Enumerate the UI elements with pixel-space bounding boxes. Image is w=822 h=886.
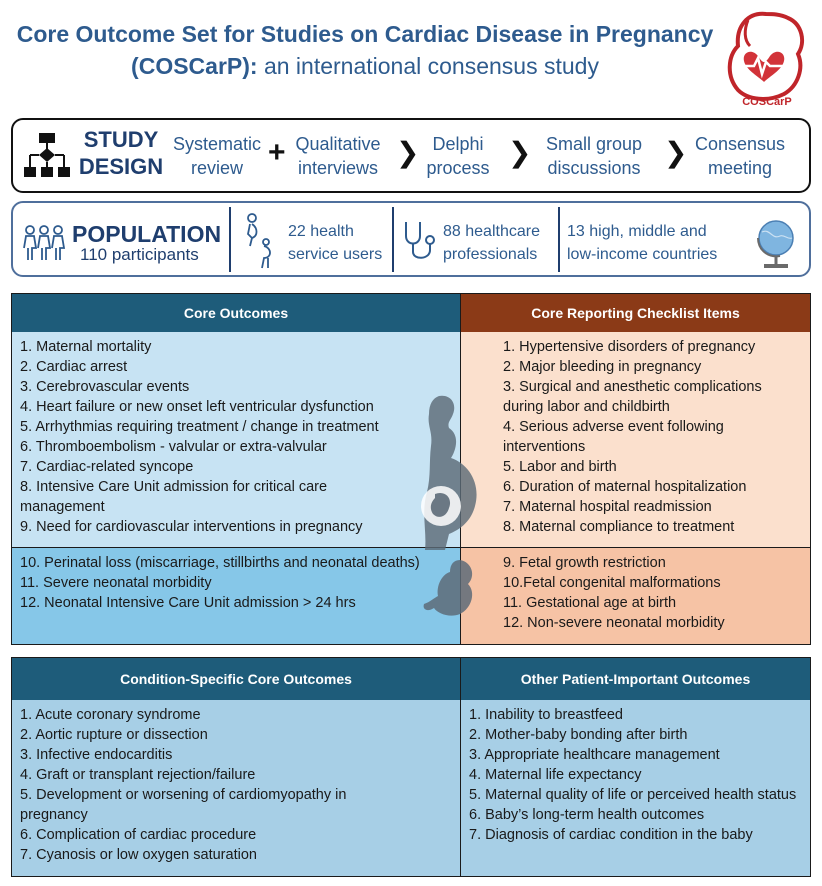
step-systematic-review: Systematic review (172, 134, 262, 178)
flowchart-icon (24, 131, 70, 179)
list-item: 5. Labor and birth (503, 459, 617, 475)
list-item: 10.Fetal congenital malformations (503, 575, 721, 591)
divider (558, 207, 560, 272)
globe-icon (754, 218, 798, 270)
step-small-group-discussions: Small group discussions (545, 134, 643, 178)
list-item: 1. Acute coronary syndrome (20, 707, 201, 723)
population-countries: 13 high, middle and low-income countries (567, 223, 718, 263)
list-item: 7. Diagnosis of cardiac condition in the baby (469, 827, 753, 843)
chevron-right-icon: ❯ (508, 137, 532, 168)
divider (229, 207, 231, 272)
list-item: 8. Maternal compliance to treatment (503, 519, 735, 535)
list-item: 1. Hypertensive disorders of pregnancy (503, 339, 756, 355)
pregnant-silhouette-icon (405, 392, 485, 550)
chevron-right-icon: ❯ (396, 137, 420, 168)
list-item: 6. Duration of maternal hospitalization (503, 479, 747, 495)
list-item: 6. Baby’s long-term health outcomes (469, 807, 705, 823)
population-title: POPULATION (72, 221, 222, 247)
core-outcomes-header: Core Outcomes (12, 294, 460, 332)
list-item: 2. Cardiac arrest (20, 359, 128, 375)
population-service-users: 22 health service users (288, 223, 383, 263)
step-delphi-process: Delphi process (426, 134, 490, 178)
list-item: 4. Heart failure or new onset left ventricular dysfunction (20, 399, 374, 415)
list-item: 5. Development or worsening of cardiomyopathy in pregnancy (20, 787, 347, 823)
list-item: 4. Graft or transplant rejection/failure (20, 767, 256, 783)
maternal-checklist-cell (461, 332, 810, 547)
chevron-right-icon: ❯ (664, 137, 688, 168)
list-item: 4. Maternal life expectancy (469, 767, 642, 783)
list-item: 2. Mother-baby bonding after birth (469, 727, 688, 743)
population-count: 110 participants (80, 245, 199, 264)
list-item: 12. Neonatal Intensive Care Unit admission > 24 hrs (20, 595, 356, 611)
list-item: 6. Complication of cardiac procedure (20, 827, 257, 843)
title-subtitle: an international consensus study (257, 53, 599, 79)
patient-important-cell (461, 700, 810, 876)
maternal-outcomes-cell (12, 332, 460, 547)
step-consensus-meeting: Consensus meeting (694, 134, 786, 178)
list-item: 1. Inability to breastfeed (469, 707, 623, 723)
page-title (10, 18, 720, 82)
divider (460, 658, 461, 876)
list-item: 8. Intensive Care Unit admission for critical care management (20, 479, 328, 515)
people-group-icon (20, 224, 68, 262)
stethoscope-icon (400, 220, 438, 264)
list-item: 9. Fetal growth restriction (503, 555, 666, 571)
checklist-header: Core Reporting Checklist Items (461, 294, 810, 332)
list-item: 6. Thromboembolism - valvular or extra-valvular (20, 439, 327, 455)
list-item: 4. Serious adverse event following interventions (503, 419, 724, 455)
plus-separator: + (268, 136, 286, 169)
list-item: 12. Non-severe neonatal morbidity (503, 615, 725, 631)
study-design-label: STUDY DESIGN (78, 127, 164, 179)
pregnant-woman-icon (238, 212, 278, 270)
condition-specific-cell (12, 700, 460, 876)
population-professionals: 88 healthcare professionals (443, 223, 540, 263)
list-item: 10. Perinatal loss (miscarriage, stillbirths and neonatal deaths) (20, 555, 420, 571)
patient-important-header: Other Patient-Important Outcomes (461, 658, 810, 700)
list-item: 7. Maternal hospital readmission (503, 499, 712, 515)
list-item: 5. Arrhythmias requiring treatment / change in treatment (20, 419, 379, 435)
list-item: 11. Severe neonatal morbidity (20, 575, 212, 591)
list-item: 1. Maternal mortality (20, 339, 152, 355)
list-item: 7. Cyanosis or low oxygen saturation (20, 847, 257, 863)
list-item: 7. Cardiac-related syncope (20, 459, 194, 475)
divider (392, 207, 394, 272)
neonatal-outcomes-cell (12, 548, 460, 644)
list-item: 5. Maternal quality of life or perceived health status (469, 787, 797, 803)
logo-label: COSCarP (742, 96, 792, 108)
list-item: 3. Infective endocarditis (20, 747, 173, 763)
step-qualitative-interviews: Qualitative interviews (295, 134, 381, 178)
list-item: 11. Gestational age at birth (503, 595, 677, 611)
condition-specific-header: Condition-Specific Core Outcomes (12, 658, 460, 700)
list-item: 2. Major bleeding in pregnancy (503, 359, 702, 375)
neonatal-checklist-cell (461, 548, 810, 644)
list-item: 2. Aortic rupture or dissection (20, 727, 208, 743)
list-item: 9. Need for cardiovascular interventions in pregnancy (20, 519, 363, 535)
title-line1: Core Outcome Set for Studies on Cardiac Disease in Pregnancy (16, 21, 714, 47)
fetus-icon (420, 556, 480, 620)
title-acronym: (COSCarP): (131, 53, 258, 79)
list-item: 3. Surgical and anesthetic complications during labor and childbirth (503, 379, 762, 415)
list-item: 3. Cerebrovascular events (20, 379, 190, 395)
list-item: 3. Appropriate healthcare management (469, 747, 720, 763)
